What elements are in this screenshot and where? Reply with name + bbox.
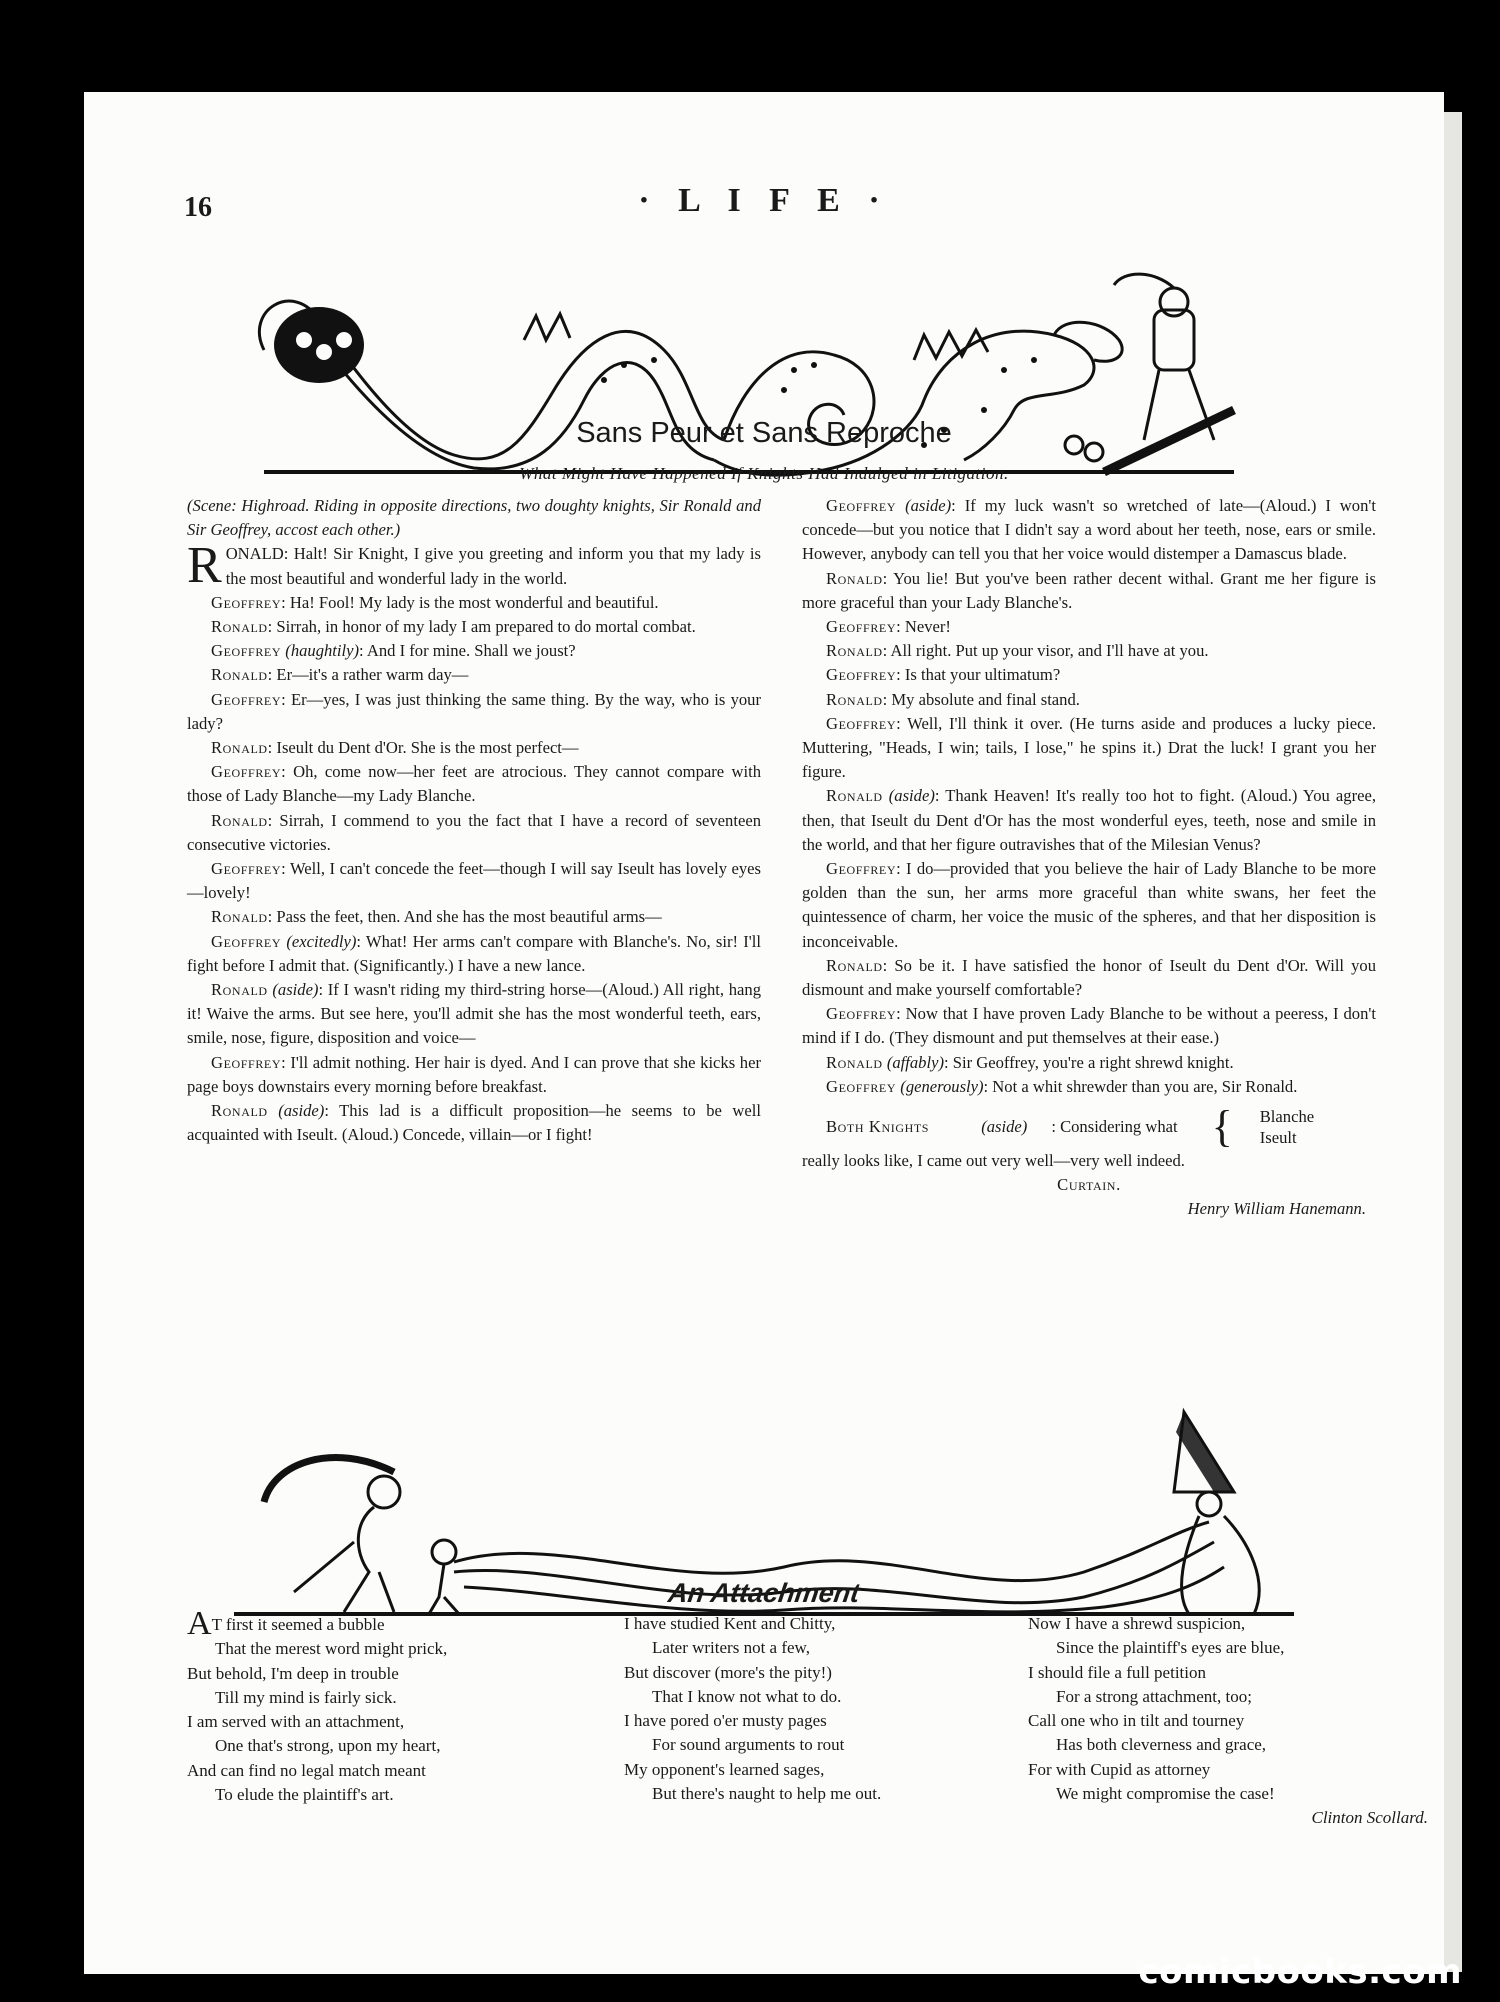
drop-cap: R xyxy=(187,537,222,595)
poem-line: That the merest word might prick, xyxy=(215,1639,448,1659)
speaker-name: ONALD xyxy=(225,544,284,564)
speaker-name: Geoffrey xyxy=(826,713,897,733)
dialogue-line xyxy=(187,978,761,1051)
dialogue-line xyxy=(187,736,761,760)
poem-author: Clinton Scollard. xyxy=(1311,1808,1428,1828)
line-text: : Er—yes, I was just thinking the same thing. By the way, who is your lady? xyxy=(187,689,761,733)
dialogue-line xyxy=(187,591,761,615)
line-text: : My absolute and final stand. xyxy=(882,689,1080,709)
line-text: : All right. Put up your visor, and I'll have at you. xyxy=(882,641,1209,661)
stage-direction: (aside) xyxy=(905,496,952,515)
stage-direction: (generously) xyxy=(900,1076,984,1096)
dialogue-line xyxy=(187,537,761,595)
dialogue-line xyxy=(802,712,1376,785)
line-text: : Pass the feet, then. And she has the most beautiful arms— xyxy=(267,907,662,927)
poem-line-text: T first it seemed a bubble xyxy=(211,1615,385,1634)
dialogue-line xyxy=(187,930,761,978)
dialogue-line xyxy=(802,639,1376,663)
masthead: · L I F E · xyxy=(638,182,890,219)
line-text: : Er—it's a rather warm day— xyxy=(267,665,469,685)
speaker-name: Ronald xyxy=(826,568,883,588)
line-text: : Considering what xyxy=(1051,1116,1178,1136)
magazine-page xyxy=(84,92,1444,1974)
line-text: : Now that I have proven Lady Blanche to be without a peeress, I don't mind if I do. (They dismount and put themselves at their ease.) xyxy=(802,1004,1376,1048)
poem-line: But behold, I'm deep in trouble xyxy=(187,1663,399,1683)
line-text: : This lad is a difficult proposition—he seems to be well acquainted with Iseult. (Aloud.) Concede, villain—or I fight! xyxy=(187,1101,761,1145)
speaker-name: Ronald xyxy=(211,665,268,685)
poem-line: But there's naught to help me out. xyxy=(652,1784,882,1804)
speaker-name: Geoffrey xyxy=(826,1076,897,1096)
poem-line: Call one who in tilt and tourney xyxy=(1028,1711,1245,1731)
speaker-name: Geoffrey xyxy=(211,859,282,879)
speaker-name: Ronald xyxy=(211,738,268,758)
poem-stanza xyxy=(1028,1612,1444,1831)
brace-names xyxy=(1236,1106,1314,1148)
speaker-name: Ronald xyxy=(826,786,883,806)
dialogue-line xyxy=(187,1051,761,1099)
speaker-name: Ronald xyxy=(826,1052,883,1072)
line-text: : Iseult du Dent d'Or. She is the most perfect— xyxy=(267,738,579,758)
speaker-name: Geoffrey xyxy=(826,1004,897,1024)
poem-title: An Attachment xyxy=(666,1578,862,1608)
speaker-name: Geoffrey xyxy=(211,689,282,709)
dialogue-line xyxy=(802,663,1376,687)
article-subtitle: What Might Have Happened If Knights Had Indulged in Litigation. xyxy=(519,464,1009,483)
article-title: Sans Peur et Sans Reproche xyxy=(576,417,952,449)
poem-line: Has both cleverness and grace, xyxy=(1056,1735,1267,1755)
speaker-name: Geoffrey xyxy=(211,931,282,951)
line-text: : Sir Geoffrey, you're a right shrewd knight. xyxy=(943,1052,1234,1072)
line-text: : You lie! But you've been rather decent withal. Grant me her figure is more graceful than your Lady Blanche's. xyxy=(802,568,1376,612)
poem-line: Till my mind is fairly sick. xyxy=(215,1687,397,1707)
dialogue-line xyxy=(187,639,761,663)
dialogue-line xyxy=(802,688,1376,712)
site-watermark: comicbooks.com xyxy=(1138,1952,1462,1992)
speaker-name: Geoffrey xyxy=(826,496,897,515)
stage-direction: (Scene: Highroad. Riding in opposite directions, two doughty knights, Sir Ronald and Sir Geoffrey, accost each other.) xyxy=(187,496,761,540)
stage-direction: (aside) xyxy=(981,1116,1028,1136)
line-text: : If my luck wasn't so wretched of late—(Aloud.) I won't concede—but you notice that I didn't say a word about her teeth, nose, ears or smile. However, anybody can tell you that her voice would distemper a Damascus blade. xyxy=(802,496,1376,564)
speaker-name: Ronald xyxy=(826,689,883,709)
dialogue-line xyxy=(187,663,761,687)
dialogue-line xyxy=(187,688,761,736)
dialogue-line xyxy=(187,857,761,905)
line-text: : Well, I can't concede the feet—though I will say Iseult has lovely eyes—lovely! xyxy=(187,859,761,903)
name-blanche: Blanche xyxy=(1259,1107,1315,1127)
drop-cap: A xyxy=(187,1605,212,1642)
poem-line: I have pored o'er musty pages xyxy=(624,1711,827,1731)
dialogue-line xyxy=(802,615,1376,639)
poem-stanza xyxy=(187,1605,557,1807)
line-text: : Sirrah, I commend to you the fact that I have a record of seventeen consecutive victories. xyxy=(187,810,761,854)
speaker-name: Ronald xyxy=(211,810,268,830)
poem-line: My opponent's learned sages, xyxy=(624,1759,825,1779)
poem-line: For a strong attachment, too; xyxy=(1056,1686,1252,1706)
poem-line: Since the plaintiff's eyes are blue, xyxy=(1056,1638,1285,1658)
dialogue-line xyxy=(802,494,1376,567)
speaker-name: Geoffrey xyxy=(826,617,897,637)
stage-direction: (aside) xyxy=(272,980,319,1000)
dialogue-column-left xyxy=(187,494,761,1147)
dialogue-line xyxy=(802,567,1376,615)
line-text: : Well, I'll think it over. (He turns aside and produces a lucky piece. Muttering, "Heads, I win; tails, I lose," he spins it.) Drat the luck! I grant you her figure. xyxy=(802,713,1376,782)
dialogue-line xyxy=(187,760,761,808)
poem-line: I have studied Kent and Chitty, xyxy=(624,1614,836,1633)
both-knights-continuation: really looks like, I came out very well—very well indeed. xyxy=(802,1151,1185,1171)
dialogue-line xyxy=(802,1075,1376,1099)
speaker-name: Ronald xyxy=(211,980,268,1000)
line-text: : Oh, come now—her feet are atrocious. They cannot compare with those of Lady Blanche—my Lady Blanche. xyxy=(187,762,761,806)
stage-direction: (excitedly) xyxy=(286,931,357,951)
line-text: : Never! xyxy=(896,617,951,637)
poem-stanza xyxy=(624,1612,984,1806)
dialogue-line xyxy=(802,954,1376,1002)
poem-line: I am served with an attachment, xyxy=(187,1712,405,1732)
stage-direction: (aside) xyxy=(888,786,935,806)
curtain-label: Curtain. xyxy=(1057,1175,1121,1195)
speaker-name: Ronald xyxy=(211,617,268,637)
line-text: : I'll admit nothing. Her hair is dyed. And I can prove that she kicks her page boys downstairs every morning before breakfast. xyxy=(187,1052,761,1096)
line-text: : Not a whit shrewder than you are, Sir Ronald. xyxy=(983,1076,1298,1096)
speaker-name: Geoffrey xyxy=(211,592,282,612)
poem-line xyxy=(187,1605,557,1642)
dialogue-line xyxy=(187,615,761,639)
dialogue-column-right xyxy=(802,494,1376,1222)
stage-direction: (aside) xyxy=(278,1101,325,1121)
both-knights-line xyxy=(802,1102,1376,1152)
poem-line: And can find no legal match meant xyxy=(187,1760,426,1780)
poem-line: That I know not what to do. xyxy=(652,1686,842,1706)
line-text: : And I for mine. Shall we joust? xyxy=(359,641,576,661)
dialogue-line xyxy=(802,784,1376,857)
speaker-name: Geoffrey xyxy=(211,762,282,782)
speaker-name: Ronald xyxy=(826,955,883,975)
dialogue-line xyxy=(187,905,761,929)
line-text: : Halt! Sir Knight, I give you greeting and inform you that my lady is the most beautiful and wonderful lady in the world. xyxy=(225,544,761,588)
poem-line: We might compromise the case! xyxy=(1056,1784,1275,1804)
line-text: : I do—provided that you believe the hair of Lady Blanche to be more golden than the sun, her arms more graceful than white swans, her feet the quintessence of charm, her voice the music of the spheres, and that her disposition is inconceivable. xyxy=(802,859,1376,951)
speaker-name: Geoffrey xyxy=(826,859,897,879)
dialogue-line xyxy=(187,809,761,857)
line-text: : Thank Heaven! It's really too hot to fight. (Aloud.) You agree, then, that Iseult du Dent d'Or has the most wonderful eyes, teeth, nose and smile in the world, and that her figure outravishes that of the Milesian Venus? xyxy=(802,786,1376,854)
speaker-name: Ronald xyxy=(211,907,268,927)
page-number: 16 xyxy=(184,192,212,223)
poem-line: One that's strong, upon my heart, xyxy=(215,1736,441,1756)
poem-line: I should file a full petition xyxy=(1028,1662,1206,1682)
speaker-name: Ronald xyxy=(211,1101,268,1121)
speaker-name: Ronald xyxy=(826,641,883,661)
adjacent-page-edge xyxy=(1444,112,1462,1972)
speaker-name: Both Knights xyxy=(826,1116,930,1136)
poem-line: Later writers not a few, xyxy=(652,1638,810,1658)
line-text: : Sirrah, in honor of my lady I am prepared to do mortal combat. xyxy=(267,617,696,637)
line-text: : Is that your ultimatum? xyxy=(896,665,1061,685)
dialogue-line xyxy=(802,1002,1376,1050)
curly-brace: { xyxy=(1211,1102,1233,1152)
brace-group xyxy=(1188,1102,1315,1152)
speaker-name: Geoffrey xyxy=(826,665,897,685)
speaker-name: Geoffrey xyxy=(211,1052,282,1072)
dialogue-line xyxy=(187,1099,761,1147)
line-text: : What! Her arms can't compare with Blanche's. No, sir! I'll fight before I admit that. (Significantly.) I have a new lance. xyxy=(187,931,761,975)
poem-line: For sound arguments to rout xyxy=(652,1735,845,1755)
poem-line: Now I have a shrewd suspicion, xyxy=(1028,1614,1246,1633)
dialogue-line xyxy=(802,1051,1376,1075)
name-iseult: Iseult xyxy=(1259,1128,1297,1148)
poem-line: But discover (more's the pity!) xyxy=(624,1662,832,1682)
stage-direction: (affably) xyxy=(886,1052,944,1072)
poem-line: To elude the plaintiff's art. xyxy=(215,1785,394,1805)
line-text: : So be it. I have satisfied the honor of Iseult du Dent d'Or. Will you dismount and make yourself comfortable? xyxy=(802,955,1376,1000)
article-author: Henry William Hanemann. xyxy=(1187,1199,1366,1219)
line-text: : Ha! Fool! My lady is the most wonderful and beautiful. xyxy=(281,592,659,612)
stage-direction: (haughtily) xyxy=(285,641,360,661)
dialogue-line xyxy=(802,857,1376,954)
line-text: : If I wasn't riding my third-string horse—(Aloud.) All right, hang it! Waive the arms. But see here, you'll admit she has the most wonderful teeth, ears, smile, nose, figure, disposition and voice— xyxy=(187,980,761,1048)
speaker-name: Geoffrey xyxy=(211,641,282,661)
poem-line: For with Cupid as attorney xyxy=(1028,1759,1211,1779)
